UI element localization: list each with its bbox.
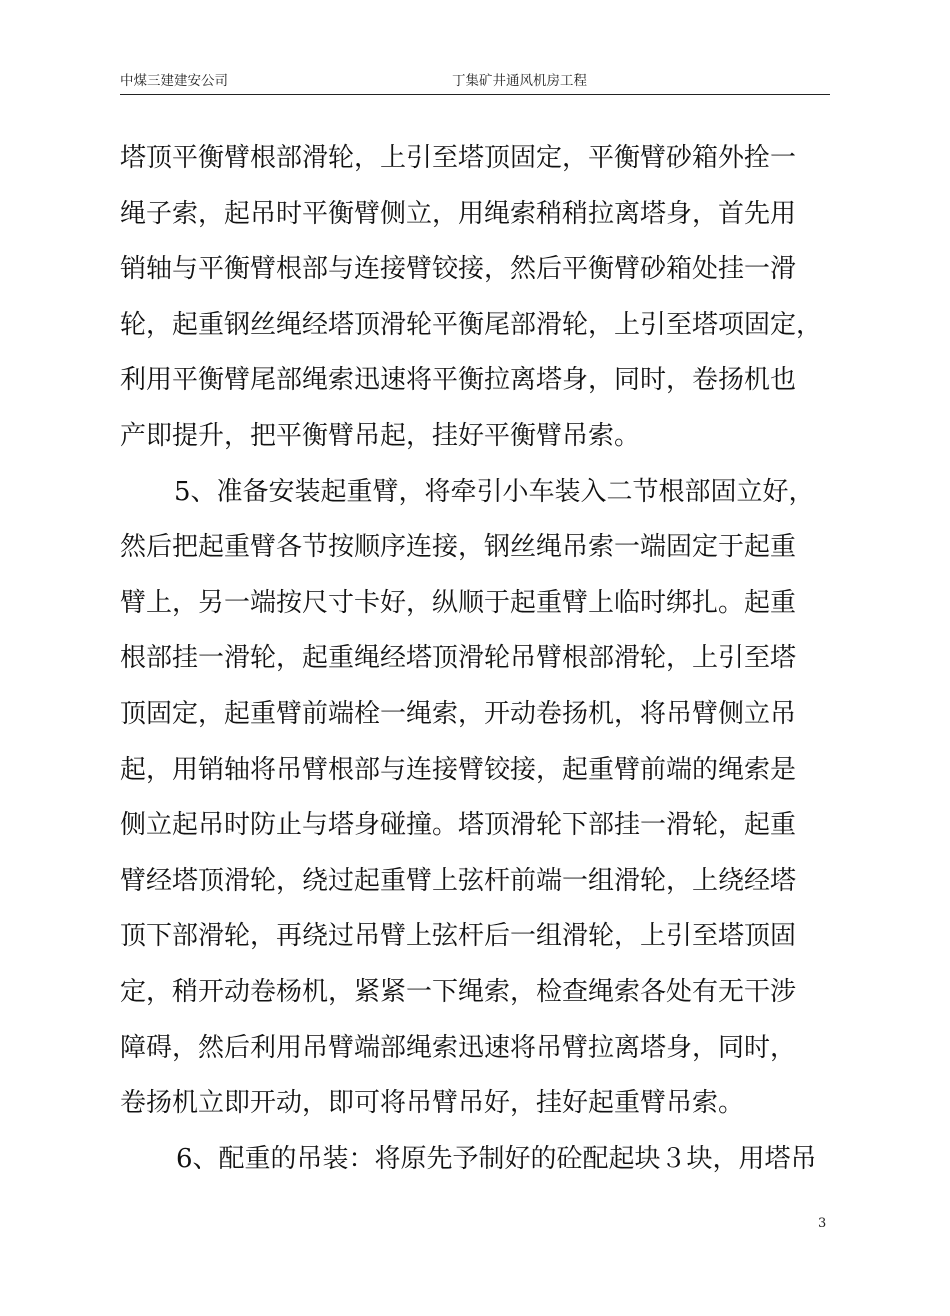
body-line: 卷扬机立即开动，即可将吊臂吊好，挂好起重臂吊索。 xyxy=(120,1088,745,1119)
body-line: 轮，起重钢丝绳经塔顶滑轮平衡尾部滑轮，上引至塔项固定， xyxy=(120,309,823,340)
body-line: 销轴与平衡臂根部与连接臂铰接，然后平衡臂砂箱处挂一滑 xyxy=(120,254,797,285)
body-line: 顶固定，起重臂前端栓一绳索，开动卷扬机，将吊臂侧立吊 xyxy=(120,698,797,729)
body-line: 根部挂一滑轮，起重绳经塔顶滑轮吊臂根部滑轮，上引至塔 xyxy=(120,643,797,674)
paragraph-6-first-line: 6、配重的吊装：将原先予制好的砼配起块３块，用塔吊 xyxy=(176,1143,817,1174)
body-line: 利用平衡臂尾部绳索迅速将平衡拉离塔身，同时，卷扬机也 xyxy=(120,365,797,396)
body-line: 侧立起吊时防止与塔身碰撞。塔顶滑轮下部挂一滑轮，起重 xyxy=(120,810,797,841)
header-project-title: 丁集矿井通风机房工程 xyxy=(452,73,587,89)
body-line: 顶下部滑轮，再绕过吊臂上弦杆后一组滑轮，上引至塔顶固 xyxy=(120,921,797,952)
paragraph-5-first-line: 5、准备安装起重臂，将牵引小车装入二节根部固立好， xyxy=(174,476,815,507)
body-line: 定，稍开动卷杨机，紧紧一下绳索，检查绳索各处有无干涉 xyxy=(120,976,797,1007)
page-number: 3 xyxy=(818,1216,827,1231)
body-line: 产即提升，把平衡臂吊起，挂好平衡臂吊索。 xyxy=(120,420,641,451)
header-company: 中煤三建建安公司 xyxy=(120,73,228,89)
body-line: 塔顶平衡臂根部滑轮，上引至塔顶固定，平衡臂砂箱外拴一 xyxy=(120,143,797,173)
body-line: 臂经塔顶滑轮，绕过起重臂上弦杆前端一组滑轮，上绕经塔 xyxy=(120,865,797,896)
body-line: 障碍，然后利用吊臂端部绳索迅速将吊臂拉离塔身，同时， xyxy=(120,1032,797,1063)
body-line: 臂上，另一端按尺寸卡好，纵顺于起重臂上临时绑扎。起重 xyxy=(120,587,797,618)
body-line: 起，用销轴将吊臂根部与连接臂铰接，起重臂前端的绳索是 xyxy=(120,754,797,785)
body-line: 绳子索，起吊时平衡臂侧立，用绳索稍稍拉离塔身，首先用 xyxy=(120,198,797,229)
document-body xyxy=(120,131,832,1187)
page-header xyxy=(120,72,830,95)
body-line: 然后把起重臂各节按顺序连接，钢丝绳吊索一端固定于起重 xyxy=(120,532,797,563)
